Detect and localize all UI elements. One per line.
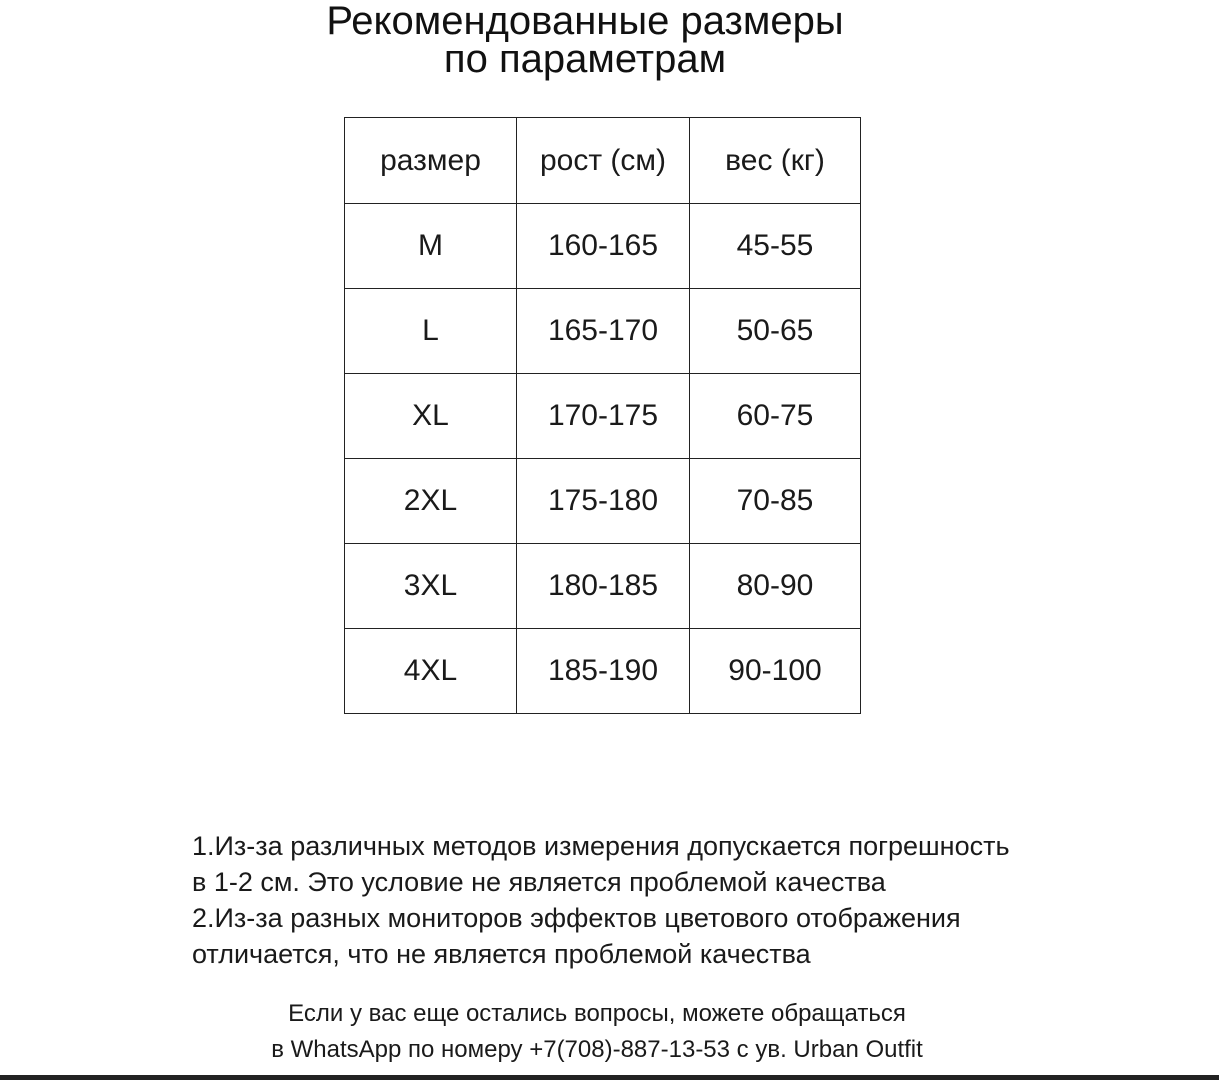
cell-height: 160-165 — [517, 204, 690, 289]
header-height: рост (см) — [517, 118, 690, 204]
cell-weight: 60-75 — [690, 374, 861, 459]
table-row — [345, 544, 861, 629]
cell-height: 180-185 — [517, 544, 690, 629]
cell-height: 170-175 — [517, 374, 690, 459]
page-title — [0, 0, 1170, 81]
notes-block — [192, 828, 1010, 972]
cell-weight: 80-90 — [690, 544, 861, 629]
table-row — [345, 374, 861, 459]
cell-size: 3XL — [345, 544, 517, 629]
table-row — [345, 629, 861, 714]
cell-size: L — [345, 289, 517, 374]
table-row — [345, 289, 861, 374]
header-weight: вес (кг) — [690, 118, 861, 204]
contact-line-2: в WhatsApp по номеру +7(708)-887-13-53 с ув. Urban Outfit — [271, 1036, 923, 1063]
table-header-row — [345, 118, 861, 204]
cell-weight: 45-55 — [690, 204, 861, 289]
note-line: в 1-2 см. Это условие не является проблемой качества — [192, 867, 886, 897]
cell-size: XL — [345, 374, 517, 459]
note-line: отличается, что не является проблемой качества — [192, 939, 811, 969]
contact-block — [0, 996, 1194, 1068]
title-line-2: по параметрам — [443, 37, 727, 81]
contact-line-1: Если у вас еще остались вопросы, можете обращаться — [288, 1000, 906, 1027]
cell-size: 4XL — [345, 629, 517, 714]
note-line: 2.Из-за разных мониторов эффектов цветового отображения — [192, 903, 961, 933]
cell-weight: 70-85 — [690, 459, 861, 544]
cell-height: 165-170 — [517, 289, 690, 374]
note-line: 1.Из-за различных методов измерения допускается погрешность — [192, 831, 1010, 861]
cell-height: 185-190 — [517, 629, 690, 714]
cell-size: 2XL — [345, 459, 517, 544]
size-chart-table — [344, 117, 861, 714]
table-row — [345, 459, 861, 544]
cell-size: M — [345, 204, 517, 289]
table-row — [345, 204, 861, 289]
header-size: размер — [345, 118, 517, 204]
cell-weight: 50-65 — [690, 289, 861, 374]
cell-weight: 90-100 — [690, 629, 861, 714]
bottom-divider — [0, 1075, 1219, 1080]
title-line-1: Рекомендованные размеры — [326, 0, 844, 43]
cell-height: 175-180 — [517, 459, 690, 544]
